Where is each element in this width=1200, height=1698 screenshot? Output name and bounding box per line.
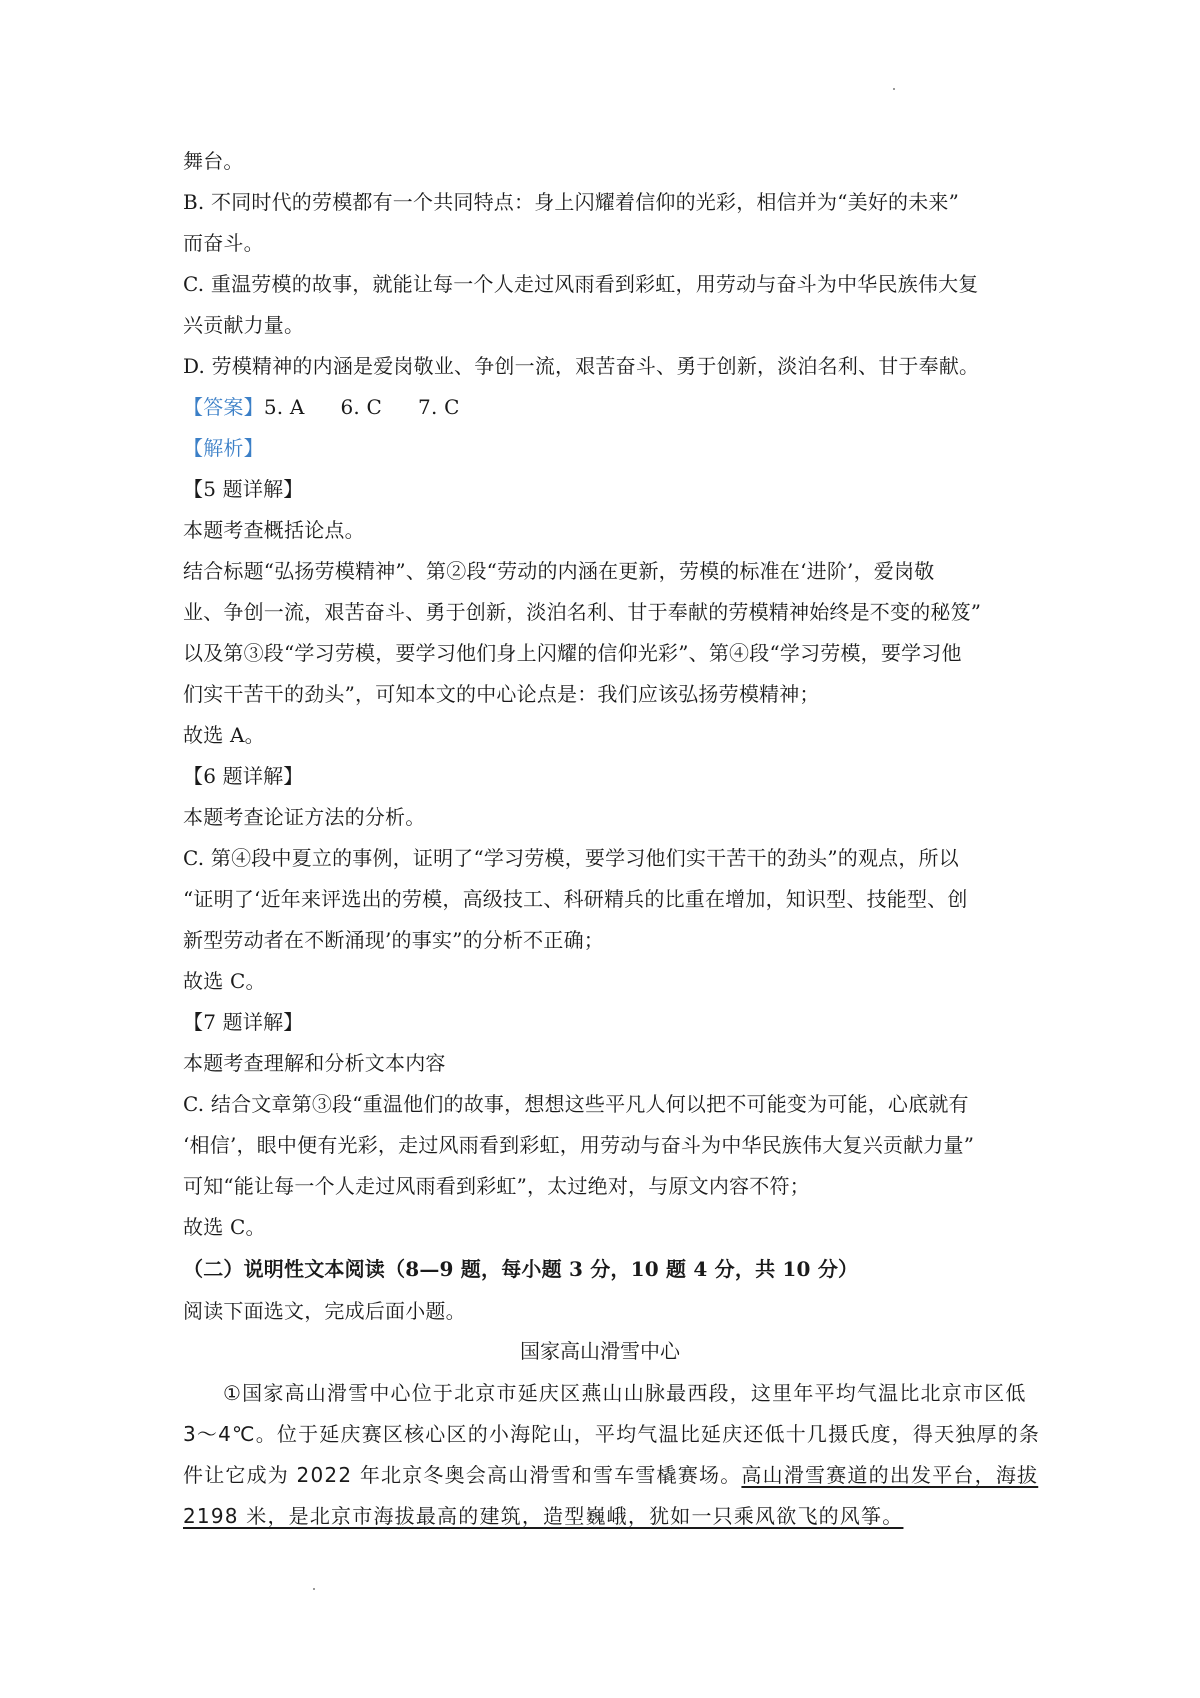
- article-paragraph: 3～4℃。位于延庆赛区核心区的小海陀山，平均气温比延庆还低十几摄氏度，得天独厚的条: [183, 1422, 1041, 1446]
- q7-text: 可知“能让每一个人走过风雨看到彩虹”，太过绝对，与原文内容不符；: [183, 1174, 810, 1198]
- q7-text: C. 结合文章第③段“重温他们的故事，想想这些平凡人何以把不可能变为可能，心底就有: [183, 1092, 969, 1116]
- answer-5: 5. A: [263, 395, 305, 419]
- q7-text: ‘相信’，眼中便有光彩，走过风雨看到彩虹，用劳动与奋斗为中华民族伟大复兴贡献力量”: [183, 1133, 975, 1157]
- article-title: 国家高山滑雪中心: [520, 1339, 680, 1363]
- q6-text: “证明了‘近年来评选出的劳模，高级技工、科研精兵的比重在增加，知识型、技能型、创: [183, 887, 968, 911]
- analysis-tag: 【解析】: [183, 436, 264, 460]
- answer-6: 6. C: [340, 395, 383, 419]
- article-paragraph: ①国家高山滑雪中心位于北京市延庆区燕山山脉最西段，这里年平均气温比北京市区低: [223, 1381, 1027, 1405]
- underlined-text: 高山滑雪赛道的出发平台，海拔: [741, 1463, 1039, 1487]
- q6-conclusion: 故选 C。: [183, 969, 266, 993]
- q5-text: 以及第③段“学习劳模，要学习他们身上闪耀的信仰光彩”、第④段“学习劳模，要学习他: [183, 641, 962, 665]
- q6-text: 新型劳动者在不断涌现’的事实”的分析不正确；: [183, 928, 604, 952]
- option-c-line2: 兴贡献力量。: [183, 313, 305, 337]
- answer-tag: 【答案】: [183, 395, 264, 419]
- q6-text: C. 第④段中夏立的事例，证明了“学习劳模，要学习他们实干苦干的劲头”的观点，所以: [183, 846, 959, 870]
- q5-text: 业、争创一流，艰苦奋斗、勇于创新，淡泊名利、甘于奉献的劳模精神始终是不变的秘笈”: [183, 600, 982, 624]
- answer-7: 7. C: [418, 395, 460, 419]
- scan-speck: [313, 1588, 315, 1590]
- option-b-line2: 而奋斗。: [183, 231, 264, 255]
- option-a-tail: 舞台。: [183, 149, 244, 173]
- article-paragraph: [183, 1463, 1038, 1487]
- scan-speck: [893, 88, 895, 90]
- q6-heading: 【6 题详解】: [183, 764, 304, 788]
- option-b-line1: B. 不同时代的劳模都有一个共同特点：身上闪耀着信仰的光彩，相信并为“美好的未来”: [183, 190, 960, 214]
- q7-conclusion: 故选 C。: [183, 1215, 266, 1239]
- q5-heading: 【5 题详解】: [183, 477, 304, 501]
- q5-text: 结合标题“弘扬劳模精神”、第②段“劳动的内涵在更新，劳模的标准在‘进阶’，爱岗敬: [183, 559, 935, 583]
- option-d: D. 劳模精神的内涵是爱岗敬业、争创一流，艰苦奋斗、勇于创新，淡泊名利、甘于奉献。: [183, 354, 980, 378]
- q5-text: 们实干苦干的劲头”，可知本文的中心论点是：我们应该弘扬劳模精神；: [183, 682, 820, 706]
- option-c-line1: C. 重温劳模的故事，就能让每一个人走过风雨看到彩虹，用劳动与奋斗为中华民族伟大复: [183, 272, 979, 296]
- article-text: 件让它成为 2022 年北京冬奥会高山滑雪和雪车雪橇赛场。: [183, 1463, 742, 1487]
- answer-line: [183, 395, 460, 419]
- q6-text: 本题考查论证方法的分析。: [183, 805, 426, 829]
- q7-heading: 【7 题详解】: [183, 1010, 304, 1034]
- section-heading: （二）说明性文本阅读（8—9 题，每小题 3 分，10 题 4 分，共 10 分）: [183, 1257, 859, 1281]
- q5-text: 本题考查概括论点。: [183, 518, 365, 542]
- q5-conclusion: 故选 A。: [183, 723, 265, 747]
- q7-text: 本题考查理解和分析文本内容: [183, 1051, 446, 1075]
- underlined-text: 2198 米，是北京市海拔最高的建筑，造型巍峨，犹如一只乘风欲飞的风筝。: [183, 1504, 904, 1528]
- reading-instruction: 阅读下面选文，完成后面小题。: [183, 1299, 466, 1323]
